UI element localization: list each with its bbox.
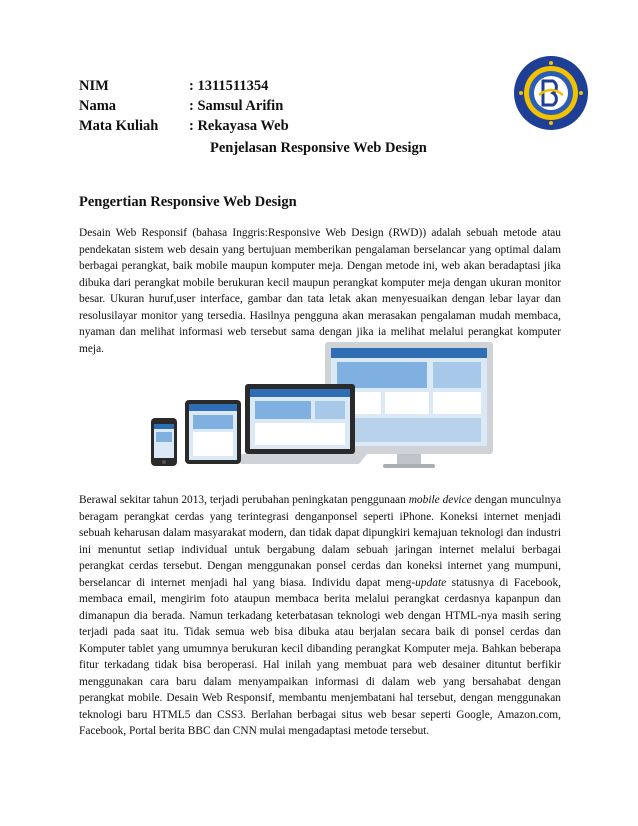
paragraph-history [79,492,561,740]
course-row [79,116,379,136]
nim-value: : 1311511354 [189,78,269,94]
nim-label: NIM [79,78,109,94]
document-title: Penjelasan Responsive Web Design [210,140,427,156]
student-info [79,76,379,136]
history-text-2: dengan munculnya beragam perangkat cerdas yang terintegrasi denganponsel seperti iPhone. Koneksi internet menjadi sebuah keharusan dalam masyarakat modern, dan tidak dapat dipungkiri kemajuan teknologi dan industri ini menuntut setiap individual untuk bergabung dalam sebuah jaringan internet melalui berbagai perangkat cerdas tersebut. Dengan menggunakan ponsel cerdas dan koneksi internet yang mumpuni, berselancar di internet menjadi hal yang biasa. Individu dapat meng- [79,494,562,589]
course-label: Mata Kuliah [79,118,159,134]
section-heading: Pengertian Responsive Web Design [79,194,297,210]
history-italic-mobile-device: mobile device [408,494,472,506]
course-value: : Rekayasa Web [189,118,289,134]
name-label: Nama [79,98,117,114]
history-text-1: Berawal sekitar tahun 2013, terjadi perubahan peningkatan penggunaan [79,494,409,506]
university-logo [513,55,589,131]
history-italic-update: update [415,576,447,589]
history-text-3: statusnya di Facebook, membaca email, mengirim foto ataupun membaca berita melalui perangkat cerdasnya kapanpun dan dimanapun dia berada. Namun terkadang keterbatasan teknologi web dengan HTML-nya masih sering terjadi pada saat itu. Tidak semua web bisa dibuka atau berjalan secara baik di ponsel cerdas dan Komputer tablet yang umumnya berukuran kecil dibanding perangkat Komputer meja. Bahkan beberapa fitur terkadang tidak bisa beroperasi. Hal inilah yang membuat para web desainer dituntut berfikir menggunakan cara baru dalam menyampaikan informasi di dalam web yang bersahabat dengan perangkat mobile. Desain Web Responsif, membantu menjembatani hal tersebut, dengan menggunakan teknologi baru HTML5 dan CSS3. Berlahan berbagai situs web besar seperti Google, Amazon.com, Facebook, Portal berita BBC dan CNN mulai mengadaptasi metode tersebut. [79,576,562,737]
paragraph-definition: Desain Web Responsif (bahasa Inggris:Responsive Web Design (RWD)) adalah sebuah metode atau pendekatan sistem web desain yang bertujuan memberikan pengalaman berselancar yang optimal dalam berbagai perangkat, baik mobile maupun komputer meja. Dengan metode ini, web akan beradaptasi jika dibuka dari perangkat mobile berukuran kecil maupun perangkat komputer meja dengan ukuran monitor besar. Ukuran huruf,user interface, gambar dan tata letak akan menyesuaikan dengan lebar layar dan resolusilayar monitor yang tersedia. Hasilnya pengguna akan merasakan pengalaman mudah membaca, nyaman dan melihat informasi web tersebut sama dengan jika ia melihat melalui perangkat komputer meja. [79,227,561,355]
nim-row [79,76,379,96]
name-value: : Samsul Arifin [189,98,284,114]
responsive-devices-illustration [145,340,495,470]
name-row [79,96,379,116]
